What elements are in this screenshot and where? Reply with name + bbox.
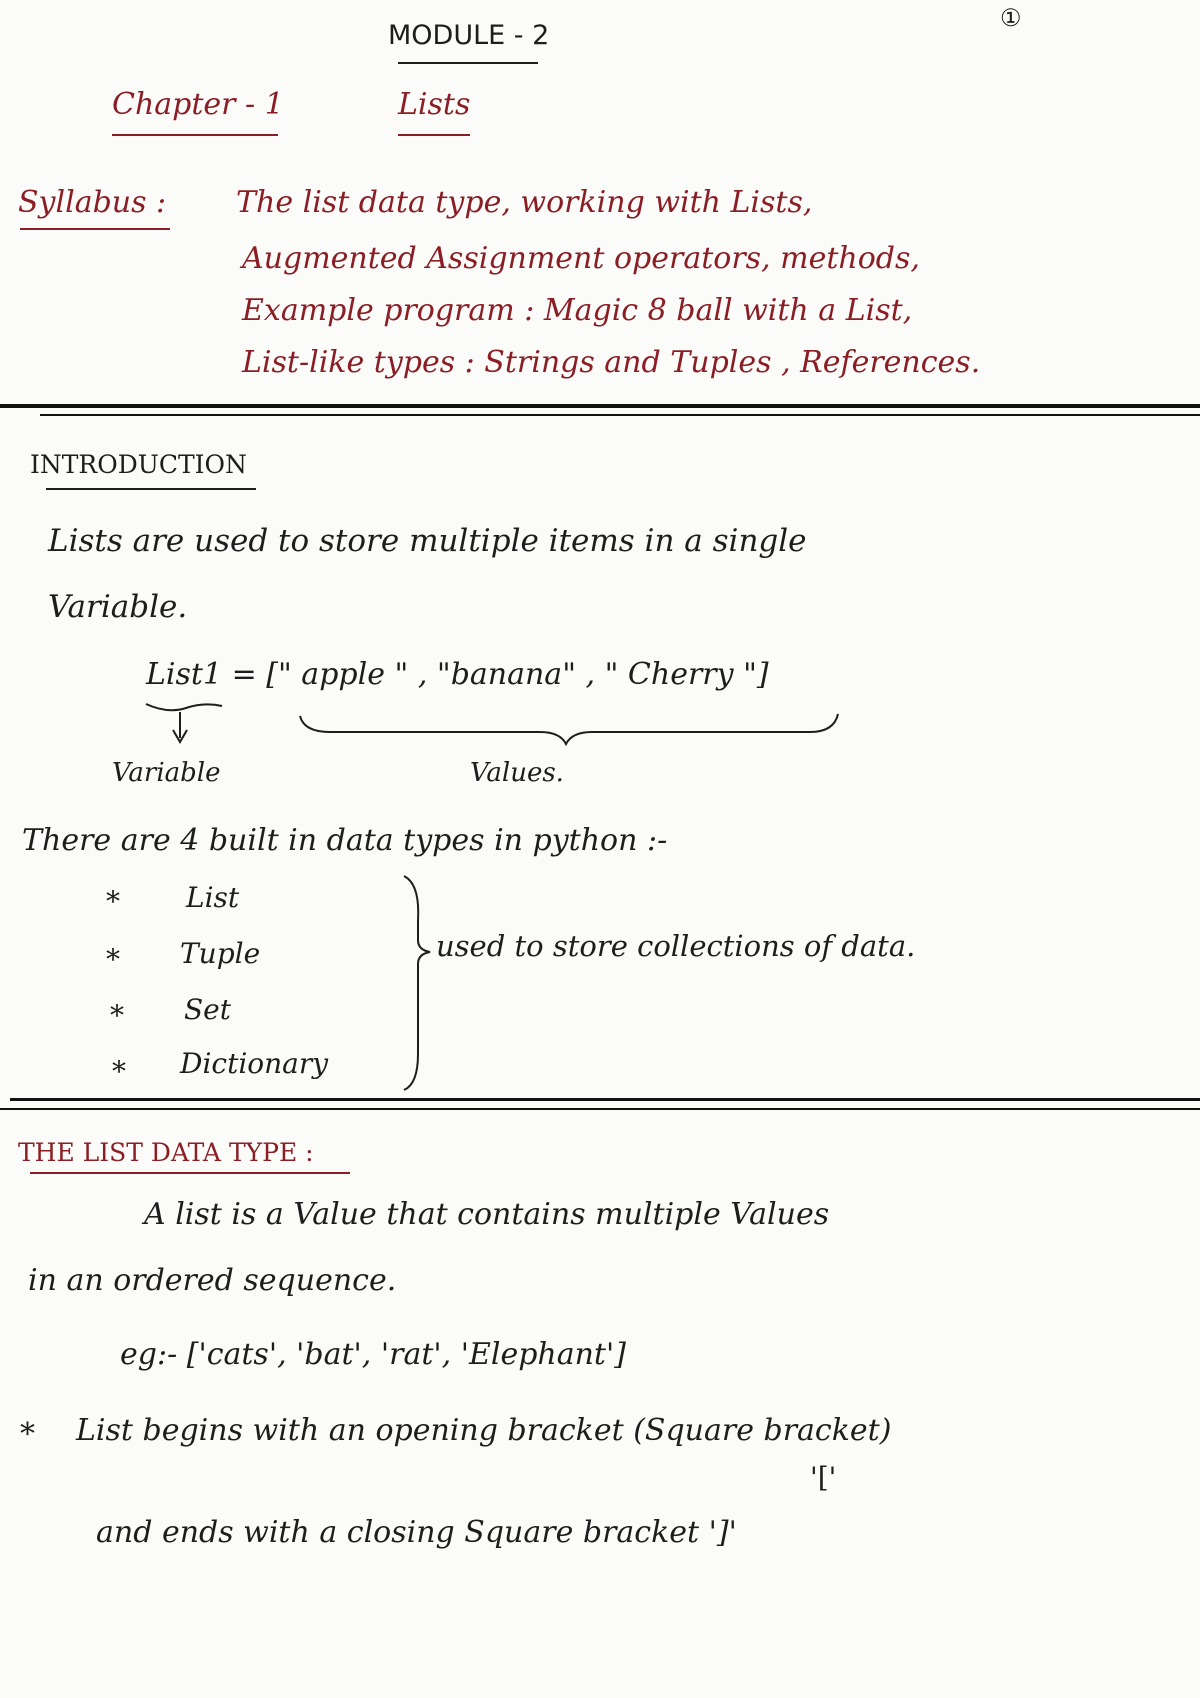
point-line-1: List begins with an opening bracket (Square bracket) [76, 1413, 892, 1448]
label-variable: Variable [112, 758, 221, 788]
list-data-type-underline [30, 1172, 350, 1174]
syllabus-line-1: The list data type, working with Lists, [236, 185, 813, 220]
intro-text-line-1: Lists are used to store multiple items in a single [48, 523, 807, 559]
type-list: List [186, 881, 240, 914]
syllabus-label: Syllabus : [18, 185, 167, 220]
bullet-1: * [106, 885, 120, 918]
syllabus-line-3: Example program : Magic 8 ball with a List, [242, 293, 913, 328]
definition-line-1: A list is a Value that contains multiple Values [144, 1197, 830, 1232]
bullet-point: * [20, 1417, 35, 1452]
bullet-4: * [112, 1055, 126, 1088]
bullet-3: * [110, 999, 124, 1032]
page-number: ① [1000, 4, 1022, 32]
label-values: Values. [470, 758, 564, 788]
type-set: Set [184, 993, 232, 1026]
section-divider-2 [10, 1098, 1200, 1101]
syllabus-line-2: Augmented Assignment operators, methods, [242, 241, 920, 276]
introduction-heading: INTRODUCTION [30, 450, 247, 479]
open-bracket-note: '[' [810, 1461, 837, 1494]
point-line-2: and ends with a closing Square bracket ']' [96, 1515, 737, 1550]
list-example-code: List1 = [" apple " , "banana" , " Cherry "] [146, 657, 769, 692]
intro-text-line-2: Variable. [48, 589, 188, 625]
chapter-title: Lists [398, 87, 471, 122]
builtin-types-intro: There are 4 built in data types in python :- [22, 823, 668, 858]
module-title: MODULE - 2 [388, 20, 550, 51]
chapter-label: Chapter - 1 [112, 87, 284, 122]
syllabus-line-4: List-like types : Strings and Tuples , References. [242, 345, 981, 380]
list-data-type-heading: THE LIST DATA TYPE : [18, 1138, 314, 1167]
section-divider-2b [0, 1108, 1200, 1110]
type-tuple: Tuple [180, 937, 261, 970]
bullet-2: * [106, 943, 120, 976]
type-dictionary: Dictionary [180, 1047, 329, 1080]
definition-line-2: in an ordered sequence. [28, 1263, 397, 1298]
types-note: used to store collections of data. [436, 929, 916, 963]
list-example: eg:- ['cats', 'bat', 'rat', 'Elephant'] [120, 1337, 626, 1372]
